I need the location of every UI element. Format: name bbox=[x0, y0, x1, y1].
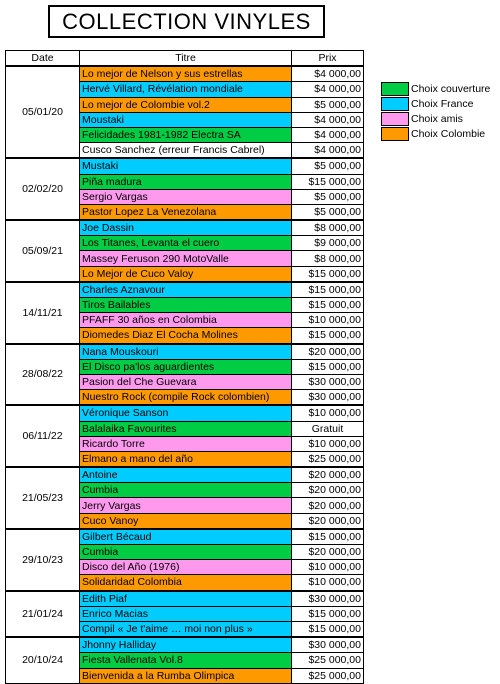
title-cell: Compil « Je t'aime … moi non plus » bbox=[80, 621, 292, 637]
price-cell: $30 000,00 bbox=[292, 637, 364, 653]
price-cell: $10 000,00 bbox=[292, 560, 364, 575]
legend-item bbox=[381, 81, 490, 96]
price-cell: $20 000,00 bbox=[292, 545, 364, 560]
legend-swatch bbox=[381, 82, 409, 96]
table-row bbox=[6, 529, 364, 545]
page-title: COLLECTION VINYLES bbox=[48, 5, 325, 38]
price-cell: $9 000,00 bbox=[292, 236, 364, 251]
legend-swatch bbox=[381, 127, 409, 141]
price-cell: $30 000,00 bbox=[292, 591, 364, 607]
title-cell: Lo mejor de Nelson y sus estrellas bbox=[80, 66, 292, 82]
header-titre: Titre bbox=[80, 51, 292, 67]
date-cell: 05/01/20 bbox=[6, 66, 80, 158]
title-cell: Charles Aznavour bbox=[80, 282, 292, 298]
price-cell: $20 000,00 bbox=[292, 467, 364, 483]
title-cell: Bienvenida a la Rumba Olimpica bbox=[80, 668, 292, 683]
header-date: Date bbox=[6, 51, 80, 67]
title-cell: Cuco Vanoy bbox=[80, 513, 292, 529]
title-cell: Piña madura bbox=[80, 174, 292, 189]
price-cell: $15 000,00 bbox=[292, 266, 364, 282]
table-row bbox=[6, 405, 364, 421]
title-cell: Solidaridad Colombia bbox=[80, 575, 292, 591]
table-row bbox=[6, 344, 364, 360]
price-cell: $15 000,00 bbox=[292, 282, 364, 298]
color-legend bbox=[381, 81, 490, 141]
title-cell: Disco del Año (1976) bbox=[80, 560, 292, 575]
price-cell: $4 000,00 bbox=[292, 82, 364, 97]
title-cell: Enrico Macias bbox=[80, 606, 292, 621]
table-row bbox=[6, 66, 364, 82]
title-cell: Jerry Vargas bbox=[80, 498, 292, 513]
price-cell: $4 000,00 bbox=[292, 66, 364, 82]
date-cell: 14/11/21 bbox=[6, 282, 80, 344]
title-cell: Diomedes Diaz El Cocha Molines bbox=[80, 328, 292, 344]
title-cell: Joe Dassin bbox=[80, 220, 292, 236]
title-cell: El Disco pa'los aguardientes bbox=[80, 359, 292, 374]
title-cell: Cumbia bbox=[80, 545, 292, 560]
title-cell: Nana Mouskouri bbox=[80, 344, 292, 360]
price-cell: $15 000,00 bbox=[292, 606, 364, 621]
price-cell: Gratuit bbox=[292, 421, 364, 436]
price-cell: $5 000,00 bbox=[292, 189, 364, 204]
legend-swatch bbox=[381, 97, 409, 111]
table-row bbox=[6, 467, 364, 483]
price-cell: $20 000,00 bbox=[292, 498, 364, 513]
title-cell: Hervé Villard, Révélation mondiale bbox=[80, 82, 292, 97]
price-cell: $20 000,00 bbox=[292, 483, 364, 498]
legend-item bbox=[381, 96, 490, 111]
title-cell: Nuestro Rock (compile Rock colombien) bbox=[80, 390, 292, 406]
price-cell: $15 000,00 bbox=[292, 359, 364, 374]
price-cell: $8 000,00 bbox=[292, 220, 364, 236]
legend-label: Choix amis bbox=[411, 112, 463, 125]
date-cell: 20/10/24 bbox=[6, 637, 80, 683]
price-cell: $15 000,00 bbox=[292, 621, 364, 637]
price-cell: $10 000,00 bbox=[292, 436, 364, 451]
price-cell: $5 000,00 bbox=[292, 97, 364, 112]
title-cell: Gilbert Bécaud bbox=[80, 529, 292, 545]
legend-label: Choix couverture bbox=[411, 82, 491, 95]
price-cell: $10 000,00 bbox=[292, 405, 364, 421]
title-cell: Jhonny Halliday bbox=[80, 637, 292, 653]
price-cell: $25 000,00 bbox=[292, 451, 364, 467]
table-row bbox=[6, 282, 364, 298]
price-cell: $5 000,00 bbox=[292, 158, 364, 174]
price-cell: $20 000,00 bbox=[292, 344, 364, 360]
price-cell: $15 000,00 bbox=[292, 298, 364, 313]
legend-swatch bbox=[381, 112, 409, 126]
price-cell: $25 000,00 bbox=[292, 653, 364, 668]
date-cell: 29/10/23 bbox=[6, 529, 80, 591]
title-cell: Pastor Lopez La Venezolana bbox=[80, 204, 292, 220]
table-row bbox=[6, 220, 364, 236]
title-cell: Cumbia bbox=[80, 483, 292, 498]
title-cell: Cusco Sanchez (erreur Francis Cabrel) bbox=[80, 143, 292, 159]
price-cell: $4 000,00 bbox=[292, 143, 364, 159]
title-cell: Tiros Bailables bbox=[80, 298, 292, 313]
table-row bbox=[6, 637, 364, 653]
title-cell: Balalaika Favourites bbox=[80, 421, 292, 436]
title-cell: Sergio Vargas bbox=[80, 189, 292, 204]
title-cell: Edith Piaf bbox=[80, 591, 292, 607]
title-cell: Massey Feruson 290 MotoValle bbox=[80, 251, 292, 266]
title-cell: Antoine bbox=[80, 467, 292, 483]
price-cell: $4 000,00 bbox=[292, 127, 364, 142]
table-row bbox=[6, 591, 364, 607]
title-cell: Felicidades 1981-1982 Electra SA bbox=[80, 127, 292, 142]
table-row bbox=[6, 158, 364, 174]
title-cell: Moustaki bbox=[80, 112, 292, 127]
title-cell: Lo Mejor de Cuco Valoy bbox=[80, 266, 292, 282]
legend-label: Choix Colombie bbox=[411, 127, 486, 140]
price-cell: $30 000,00 bbox=[292, 374, 364, 389]
title-cell: Elmano a mano del año bbox=[80, 451, 292, 467]
title-cell: Mustaki bbox=[80, 158, 292, 174]
vinyl-table bbox=[5, 50, 364, 684]
legend-item bbox=[381, 126, 490, 141]
price-cell: $20 000,00 bbox=[292, 513, 364, 529]
price-cell: $15 000,00 bbox=[292, 174, 364, 189]
title-cell: Véronique Sanson bbox=[80, 405, 292, 421]
title-cell: Los Titanes, Levanta el cuero bbox=[80, 236, 292, 251]
price-cell: $8 000,00 bbox=[292, 251, 364, 266]
table-header-row bbox=[6, 51, 364, 67]
price-cell: $10 000,00 bbox=[292, 313, 364, 328]
price-cell: $10 000,00 bbox=[292, 575, 364, 591]
date-cell: 06/11/22 bbox=[6, 405, 80, 467]
price-cell: $25 000,00 bbox=[292, 668, 364, 683]
date-cell: 21/05/23 bbox=[6, 467, 80, 529]
vinyl-table-body bbox=[6, 51, 364, 684]
title-cell: Fiesta Vallenata Vol.8 bbox=[80, 653, 292, 668]
date-cell: 21/01/24 bbox=[6, 591, 80, 638]
title-cell: PFAFF 30 años en Colombia bbox=[80, 313, 292, 328]
title-cell: Lo mejor de Colombie vol.2 bbox=[80, 97, 292, 112]
price-cell: $4 000,00 bbox=[292, 112, 364, 127]
header-prix: Prix bbox=[292, 51, 364, 67]
title-cell: Ricardo Torre bbox=[80, 436, 292, 451]
price-cell: $30 000,00 bbox=[292, 390, 364, 406]
legend-item bbox=[381, 111, 490, 126]
title-cell: Pasion del Che Guevara bbox=[80, 374, 292, 389]
legend-label: Choix France bbox=[411, 97, 474, 110]
date-cell: 28/08/22 bbox=[6, 344, 80, 406]
date-cell: 02/02/20 bbox=[6, 158, 80, 220]
date-cell: 05/09/21 bbox=[6, 220, 80, 282]
price-cell: $15 000,00 bbox=[292, 328, 364, 344]
price-cell: $15 000,00 bbox=[292, 529, 364, 545]
price-cell: $5 000,00 bbox=[292, 204, 364, 220]
